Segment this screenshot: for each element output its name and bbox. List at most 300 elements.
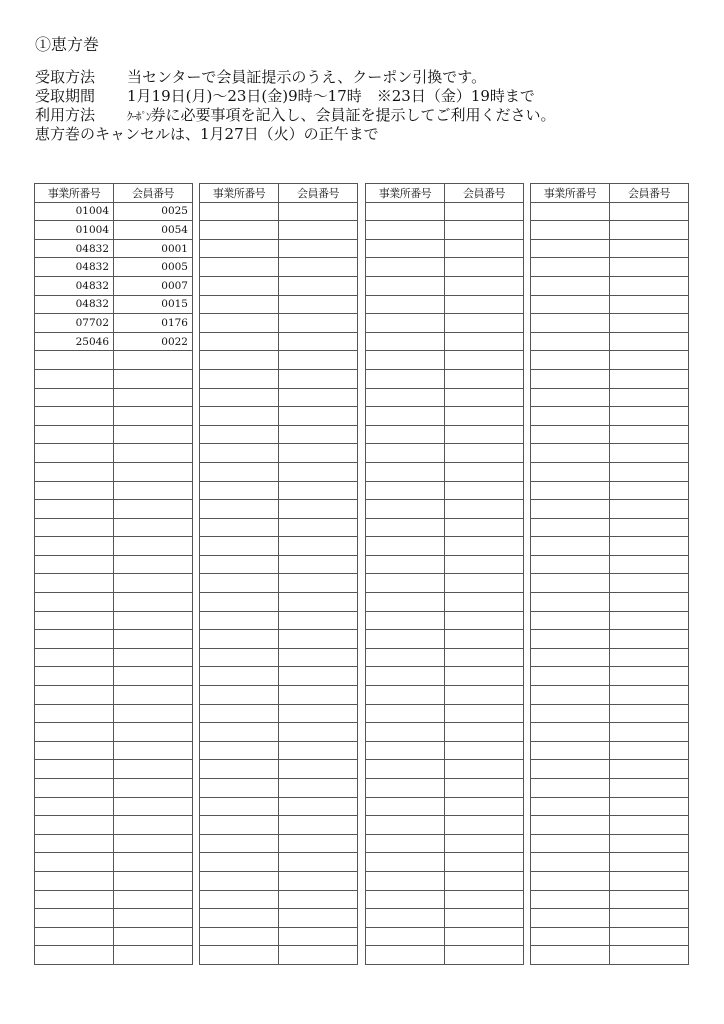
table-row — [531, 332, 689, 351]
table-row — [35, 667, 193, 686]
table-row — [366, 723, 524, 742]
member-number-cell — [114, 611, 193, 630]
table-row — [531, 481, 689, 500]
table-row — [531, 276, 689, 295]
member-number-cell — [279, 481, 358, 500]
office-number-cell — [35, 481, 114, 500]
office-number-header: 事業所番号 — [366, 184, 445, 203]
table-row — [366, 574, 524, 593]
member-number-cell — [610, 834, 689, 853]
member-number-cell — [114, 797, 193, 816]
member-number-cell — [114, 407, 193, 426]
member-number-cell — [279, 834, 358, 853]
table-row — [531, 369, 689, 388]
member-number-cell — [445, 648, 524, 667]
table-row — [35, 871, 193, 890]
office-number-cell — [366, 593, 445, 612]
table-row — [35, 221, 193, 240]
office-number-cell — [35, 425, 114, 444]
member-number-cell — [445, 704, 524, 723]
member-number-cell — [114, 425, 193, 444]
member-number-cell — [114, 946, 193, 965]
table-row — [200, 258, 358, 277]
office-number-cell — [35, 909, 114, 928]
table-row — [366, 909, 524, 928]
table-header-row — [200, 184, 358, 203]
table-row — [200, 648, 358, 667]
office-number-cell — [200, 667, 279, 686]
info-line-usage — [35, 106, 556, 125]
office-number-cell — [366, 704, 445, 723]
table-row — [531, 834, 689, 853]
member-number-cell — [279, 369, 358, 388]
table-row — [531, 890, 689, 909]
member-number-cell — [445, 741, 524, 760]
document-title: ①恵方巻 — [35, 35, 100, 54]
member-number-cell — [610, 444, 689, 463]
office-number-cell — [366, 369, 445, 388]
table-row — [35, 593, 193, 612]
member-number-cell — [114, 555, 193, 574]
office-number-cell — [200, 295, 279, 314]
table-row — [35, 816, 193, 835]
table-row — [200, 760, 358, 779]
registry-table-1 — [34, 183, 193, 965]
office-number-cell — [531, 276, 610, 295]
office-number-cell — [200, 462, 279, 481]
table-row — [366, 686, 524, 705]
member-number-cell — [279, 444, 358, 463]
table-row — [531, 648, 689, 667]
table-row — [531, 630, 689, 649]
member-number-cell — [279, 667, 358, 686]
table-row — [200, 927, 358, 946]
member-number-cell: 0015 — [114, 295, 193, 314]
office-number-cell — [531, 444, 610, 463]
office-number-cell — [366, 611, 445, 630]
member-number-header: 会員番号 — [114, 184, 193, 203]
table-row — [200, 593, 358, 612]
office-number-cell — [35, 723, 114, 742]
table-row — [200, 518, 358, 537]
member-number-cell — [610, 593, 689, 612]
member-number-cell — [445, 444, 524, 463]
member-number-cell — [279, 946, 358, 965]
member-number-cell — [114, 816, 193, 835]
member-number-cell — [445, 871, 524, 890]
member-number-cell — [610, 741, 689, 760]
member-number-cell — [279, 741, 358, 760]
office-number-cell — [366, 760, 445, 779]
member-number-cell — [279, 425, 358, 444]
office-number-cell — [531, 369, 610, 388]
office-number-cell — [200, 704, 279, 723]
office-number-cell — [531, 239, 610, 258]
table-row — [200, 202, 358, 221]
table-row — [35, 555, 193, 574]
member-number-cell — [610, 704, 689, 723]
table-row — [531, 574, 689, 593]
table-row — [366, 462, 524, 481]
table-row — [531, 723, 689, 742]
table-row — [200, 295, 358, 314]
office-number-cell — [531, 723, 610, 742]
member-number-cell — [279, 276, 358, 295]
office-number-cell — [200, 202, 279, 221]
office-number-cell — [366, 909, 445, 928]
office-number-cell: 04832 — [35, 276, 114, 295]
info-line-cancel — [35, 125, 556, 144]
member-number-cell — [610, 239, 689, 258]
office-number-cell — [531, 555, 610, 574]
office-number-cell — [200, 890, 279, 909]
member-number-cell — [610, 760, 689, 779]
member-number-cell — [445, 946, 524, 965]
member-number-cell — [279, 704, 358, 723]
office-number-cell — [200, 351, 279, 370]
office-number-cell — [35, 611, 114, 630]
member-number-cell — [114, 574, 193, 593]
member-number-cell — [114, 853, 193, 872]
table-row — [35, 276, 193, 295]
member-number-cell — [279, 760, 358, 779]
table-row — [200, 741, 358, 760]
office-number-cell — [366, 258, 445, 277]
table-row — [35, 927, 193, 946]
office-number-cell — [200, 239, 279, 258]
table-row — [531, 611, 689, 630]
table-row — [35, 686, 193, 705]
table-row — [35, 295, 193, 314]
office-number-cell — [531, 909, 610, 928]
table-row — [200, 276, 358, 295]
member-number-cell — [445, 890, 524, 909]
table-row — [366, 797, 524, 816]
member-number-cell — [114, 388, 193, 407]
member-number-cell — [114, 462, 193, 481]
member-number-cell — [114, 537, 193, 556]
member-number-cell — [610, 816, 689, 835]
table-row — [366, 555, 524, 574]
table-row — [366, 537, 524, 556]
member-number-cell — [279, 295, 358, 314]
table-row — [200, 834, 358, 853]
member-number-cell — [279, 462, 358, 481]
member-number-cell — [279, 202, 358, 221]
office-number-cell — [531, 890, 610, 909]
table-row — [366, 611, 524, 630]
office-number-cell — [366, 388, 445, 407]
member-number-cell — [114, 648, 193, 667]
table-row — [531, 351, 689, 370]
table-row — [366, 202, 524, 221]
table-row — [35, 890, 193, 909]
info-text: 券に必要事項を記入し、会員証を提示してご利用ください。 — [150, 106, 556, 124]
office-number-cell — [35, 462, 114, 481]
member-number-cell — [279, 816, 358, 835]
office-number-cell — [531, 295, 610, 314]
office-number-cell — [200, 686, 279, 705]
table-row — [366, 481, 524, 500]
table-row — [366, 518, 524, 537]
member-number-cell — [279, 407, 358, 426]
info-label: 受取方法 — [35, 68, 96, 86]
office-number-cell — [366, 332, 445, 351]
member-number-cell — [445, 593, 524, 612]
table-row — [366, 779, 524, 798]
table-row — [35, 388, 193, 407]
office-number-cell — [531, 686, 610, 705]
office-number-cell — [200, 834, 279, 853]
table-row — [366, 927, 524, 946]
member-number-cell — [445, 481, 524, 500]
table-row — [200, 388, 358, 407]
table-header-row — [366, 184, 524, 203]
table-row — [35, 797, 193, 816]
table-row — [200, 444, 358, 463]
member-number-cell — [610, 630, 689, 649]
table-row — [35, 574, 193, 593]
table-row — [531, 686, 689, 705]
member-number-cell — [114, 593, 193, 612]
table-row — [200, 369, 358, 388]
office-number-cell — [366, 221, 445, 240]
member-number-cell — [279, 723, 358, 742]
table-row — [200, 500, 358, 519]
info-section — [35, 68, 556, 144]
office-number-cell — [200, 407, 279, 426]
info-text: 当センターで会員証提示のうえ、クーポン引換です。 — [127, 68, 487, 86]
member-number-cell — [445, 779, 524, 798]
table-row — [366, 314, 524, 333]
member-number-cell — [610, 407, 689, 426]
member-number-cell — [279, 574, 358, 593]
office-number-cell — [366, 797, 445, 816]
table-row — [366, 890, 524, 909]
table-row — [200, 407, 358, 426]
office-number-cell — [531, 853, 610, 872]
office-number-cell: 01004 — [35, 221, 114, 240]
office-number-cell — [35, 871, 114, 890]
member-number-cell — [279, 239, 358, 258]
table-row — [35, 500, 193, 519]
office-number-cell — [366, 407, 445, 426]
member-number-cell — [610, 462, 689, 481]
office-number-cell — [531, 537, 610, 556]
member-number-cell — [114, 927, 193, 946]
table-row — [200, 871, 358, 890]
office-number-cell — [200, 314, 279, 333]
office-number-cell — [200, 444, 279, 463]
office-number-cell — [366, 946, 445, 965]
table-row — [366, 295, 524, 314]
table-row — [200, 630, 358, 649]
office-number-cell — [35, 890, 114, 909]
office-number-cell — [200, 611, 279, 630]
office-number-cell — [200, 741, 279, 760]
office-number-cell — [35, 574, 114, 593]
table-row — [531, 314, 689, 333]
office-number-cell — [531, 332, 610, 351]
member-number-cell — [114, 723, 193, 742]
table-row — [35, 407, 193, 426]
table-header-row — [35, 184, 193, 203]
member-number-cell — [445, 239, 524, 258]
office-number-cell — [366, 871, 445, 890]
table-row — [35, 834, 193, 853]
table-row — [200, 239, 358, 258]
member-number-cell — [610, 853, 689, 872]
office-number-cell — [531, 946, 610, 965]
office-number-cell — [366, 518, 445, 537]
table-row — [35, 946, 193, 965]
office-number-cell — [531, 779, 610, 798]
office-number-cell — [200, 555, 279, 574]
office-number-cell — [35, 630, 114, 649]
table-row — [35, 518, 193, 537]
table-row — [366, 258, 524, 277]
table-row — [531, 946, 689, 965]
member-number-cell — [610, 258, 689, 277]
office-number-cell — [35, 760, 114, 779]
office-number-cell — [35, 834, 114, 853]
member-number-cell — [114, 518, 193, 537]
office-number-cell — [200, 797, 279, 816]
table-row — [531, 537, 689, 556]
table-row — [531, 500, 689, 519]
member-number-cell — [610, 518, 689, 537]
office-number-cell — [366, 927, 445, 946]
table-row — [35, 704, 193, 723]
office-number-cell — [366, 890, 445, 909]
office-number-cell — [366, 648, 445, 667]
office-number-cell — [35, 927, 114, 946]
office-number-cell — [366, 574, 445, 593]
table-row — [366, 500, 524, 519]
table-row — [531, 871, 689, 890]
member-number-cell — [445, 909, 524, 928]
table-row — [531, 704, 689, 723]
office-number-cell — [35, 686, 114, 705]
member-number-cell — [279, 537, 358, 556]
table-row — [366, 388, 524, 407]
member-number-cell — [114, 444, 193, 463]
office-number-cell — [200, 648, 279, 667]
office-number-cell — [366, 500, 445, 519]
member-number-cell — [445, 425, 524, 444]
member-number-cell — [114, 871, 193, 890]
member-number-cell — [610, 351, 689, 370]
member-number-cell — [445, 834, 524, 853]
office-number-cell — [35, 369, 114, 388]
office-number-cell — [531, 611, 610, 630]
member-number-cell — [445, 630, 524, 649]
office-number-cell — [366, 239, 445, 258]
member-number-cell: 0025 — [114, 202, 193, 221]
member-number-cell — [610, 648, 689, 667]
office-number-cell — [200, 927, 279, 946]
office-number-cell — [366, 295, 445, 314]
table-row — [35, 239, 193, 258]
table-row — [366, 648, 524, 667]
member-number-cell — [610, 797, 689, 816]
member-number-cell — [610, 276, 689, 295]
office-number-cell — [531, 871, 610, 890]
info-label: 受取期間 — [35, 87, 96, 105]
table-row — [200, 816, 358, 835]
coupon-halfwidth-text: ｸｰﾎﾟﾝ — [127, 110, 151, 123]
table-row — [531, 425, 689, 444]
info-label: 利用方法 — [35, 106, 96, 124]
office-number-cell — [366, 741, 445, 760]
member-number-cell — [610, 723, 689, 742]
table-row — [200, 909, 358, 928]
info-line-pickup-method — [35, 68, 556, 87]
member-number-cell — [445, 537, 524, 556]
table-row — [35, 314, 193, 333]
table-row — [35, 760, 193, 779]
registry-table-4 — [530, 183, 689, 965]
table-row — [531, 518, 689, 537]
table-row — [366, 667, 524, 686]
table-row — [35, 648, 193, 667]
member-number-cell — [279, 797, 358, 816]
table-row — [366, 369, 524, 388]
office-number-cell — [531, 704, 610, 723]
member-number-cell — [114, 909, 193, 928]
office-number-cell — [531, 388, 610, 407]
table-row — [366, 425, 524, 444]
office-number-cell — [200, 518, 279, 537]
office-number-cell — [200, 258, 279, 277]
member-number-cell — [114, 704, 193, 723]
member-number-cell — [279, 686, 358, 705]
table-row — [200, 537, 358, 556]
office-number-cell — [200, 221, 279, 240]
table-row — [531, 407, 689, 426]
office-number-cell — [35, 518, 114, 537]
member-number-cell — [279, 314, 358, 333]
office-number-cell — [366, 834, 445, 853]
member-number-cell — [114, 667, 193, 686]
office-number-cell — [531, 314, 610, 333]
member-number-cell — [445, 574, 524, 593]
info-text: 1月19日(月)～23日(金)9時～17時 ※23日（金）19時まで — [127, 87, 535, 105]
member-number-cell — [445, 816, 524, 835]
office-number-cell — [35, 741, 114, 760]
office-number-cell — [200, 871, 279, 890]
member-number-cell — [610, 314, 689, 333]
office-number-cell — [35, 555, 114, 574]
member-number-cell — [610, 202, 689, 221]
table-row — [366, 816, 524, 835]
table-row — [366, 407, 524, 426]
table-row — [200, 946, 358, 965]
table-row — [200, 314, 358, 333]
table-header-row — [531, 184, 689, 203]
table-row — [200, 890, 358, 909]
office-number-cell — [200, 481, 279, 500]
office-number-cell — [366, 686, 445, 705]
office-number-cell: 04832 — [35, 258, 114, 277]
member-number-cell — [445, 927, 524, 946]
office-number-cell — [200, 853, 279, 872]
office-number-cell — [200, 332, 279, 351]
table-row — [35, 444, 193, 463]
office-number-cell — [200, 500, 279, 519]
table-row — [531, 462, 689, 481]
member-number-cell — [114, 500, 193, 519]
